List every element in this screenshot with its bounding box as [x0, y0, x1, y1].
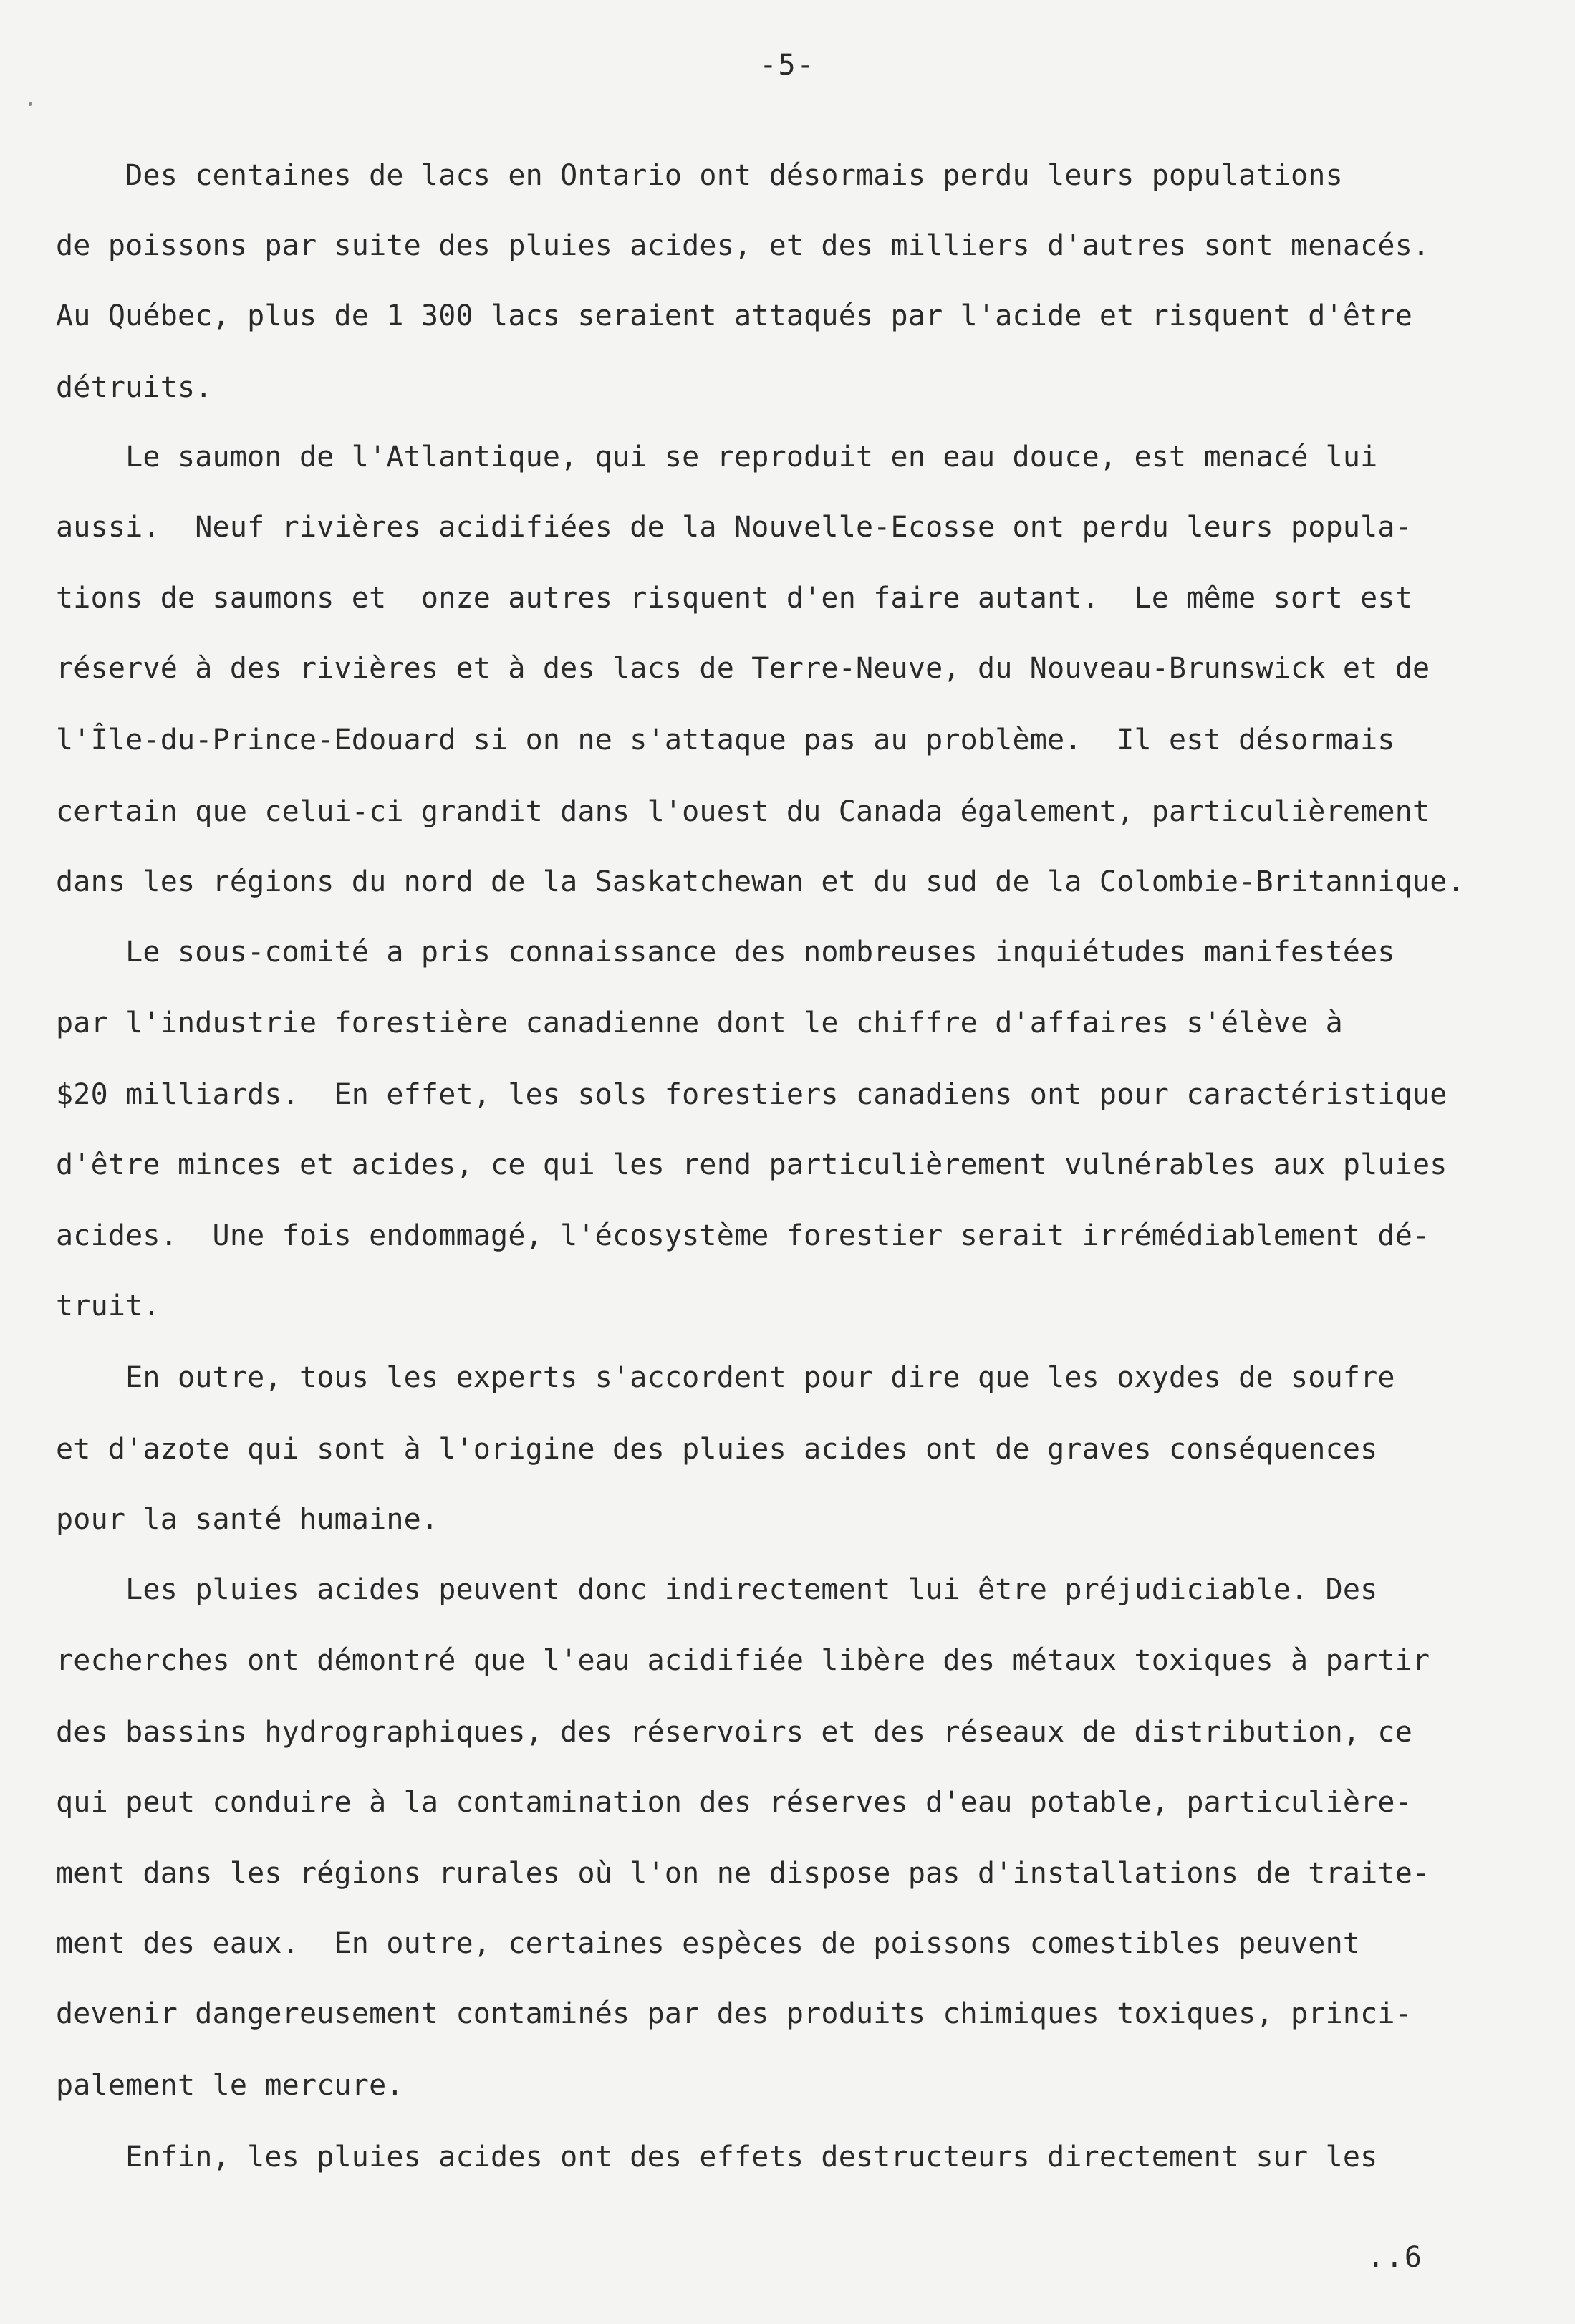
body-line: pour la santé humaine. — [56, 1503, 439, 1536]
body-line: $20 milliards. En effet, les sols forestiers canadiens ont pour caractéristique — [56, 1078, 1448, 1111]
body-line: Des centaines de lacs en Ontario ont désormais perdu leurs populations — [56, 159, 1343, 192]
body-line: recherches ont démontré que l'eau acidifiée libère des métaux toxiques à partir — [56, 1644, 1430, 1677]
body-line: En outre, tous les experts s'accordent pour dire que les oxydes de soufre — [56, 1361, 1395, 1394]
body-line: l'Île-du-Prince-Edouard si on ne s'attaque pas au problème. Il est désormais — [56, 724, 1395, 757]
body-line: palement le mercure. — [56, 2069, 404, 2102]
body-line: réservé à des rivières et à des lacs de Terre-Neuve, du Nouveau-Brunswick et de — [56, 652, 1430, 685]
body-line: Les pluies acides peuvent donc indirectement lui être préjudiciable. Des — [56, 1573, 1378, 1606]
body-line: devenir dangereusement contaminés par des produits chimiques toxiques, princi- — [56, 1997, 1412, 2030]
stray-ink-mark — [29, 102, 32, 106]
page-number: -5- — [759, 49, 816, 82]
body-line: détruits. — [56, 371, 213, 404]
body-line: acides. Une fois endommagé, l'écosystème forestier serait irrémédiablement dé- — [56, 1219, 1430, 1252]
body-line: Enfin, les pluies acides ont des effets destructeurs directement sur les — [56, 2141, 1378, 2174]
body-line: ment dans les régions rurales où l'on ne dispose pas d'installations de traite- — [56, 1857, 1430, 1890]
body-line: d'être minces et acides, ce qui les rend particulièrement vulnérables aux pluies — [56, 1148, 1448, 1181]
body-line: truit. — [56, 1290, 160, 1322]
body-line: par l'industrie forestière canadienne dont le chiffre d'affaires s'élève à — [56, 1007, 1343, 1039]
body-line: ment des eaux. En outre, certaines espèces de poissons comestibles peuvent — [56, 1927, 1361, 1960]
body-line: des bassins hydrographiques, des réservoirs et des réseaux de distribution, ce — [56, 1716, 1412, 1749]
body-line: et d'azote qui sont à l'origine des pluies acides ont de graves conséquences — [56, 1433, 1378, 1466]
continuation-marker: ..6 — [1367, 2241, 1423, 2274]
body-line: qui peut conduire à la contamination des réserves d'eau potable, particulière- — [56, 1786, 1412, 1819]
body-line: dans les régions du nord de la Saskatchewan et du sud de la Colombie-Britannique. — [56, 865, 1465, 898]
body-line: tions de saumons et onze autres risquent d'en faire autant. Le même sort est — [56, 582, 1412, 615]
body-line: certain que celui-ci grandit dans l'ouest du Canada également, particulièrement — [56, 795, 1430, 828]
body-line: Le saumon de l'Atlantique, qui se reproduit en eau douce, est menacé lui — [56, 441, 1378, 474]
body-line: Au Québec, plus de 1 300 lacs seraient attaqués par l'acide et risquent d'être — [56, 299, 1412, 332]
body-line: Le sous-comité a pris connaissance des nombreuses inquiétudes manifestées — [56, 936, 1395, 969]
body-line: aussi. Neuf rivières acidifiées de la Nouvelle-Ecosse ont perdu leurs popula- — [56, 511, 1412, 544]
body-line: de poissons par suite des pluies acides, et des milliers d'autres sont menacés. — [56, 229, 1430, 262]
